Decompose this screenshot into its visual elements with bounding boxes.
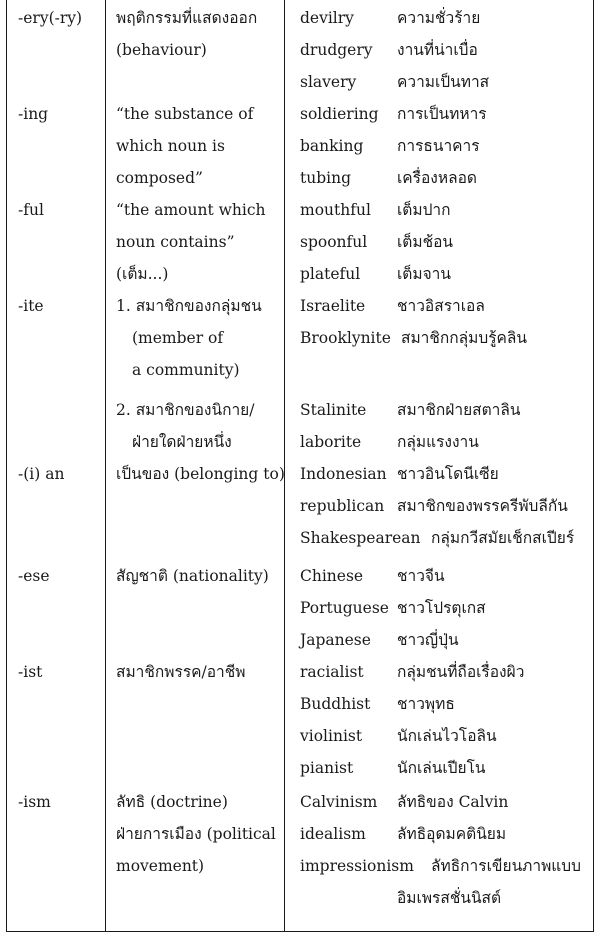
suffix-cell: -ist xyxy=(18,663,43,681)
suffix-cell: -ing xyxy=(18,105,49,123)
translation-cell: กลุ่มชนที่ถือเรื่องผิว ชาวพุทธ นักเล่นไวโอลิน นักเล่นเปียโน xyxy=(397,663,525,777)
translation-cell: ลัทธิของ Calvin ลัทธิอุดมคตินิยม ลัทธิการเขียนภาพแบบ อิมเพรสชั่นนิสต์ xyxy=(397,793,581,907)
example-word-cell: devilry drudgery slavery xyxy=(300,9,373,91)
example-word-cell: Indonesian republican Shakespearean xyxy=(300,465,421,547)
meaning-cell: เป็นของ (belonging to) xyxy=(116,465,285,483)
meaning-cell: 2. สมาชิกของนิกาย/ ฝ่ายใดฝ่ายหนึ่ง xyxy=(116,401,255,451)
suffix-cell: -ite xyxy=(18,297,44,315)
suffix-cell: -ery(-ry) xyxy=(18,9,83,27)
translation-cell: ชาวอินโดนีเซีย สมาชิกของพรรครีพับลีกัน กลุ่มกวีสมัยเช็กสเปียร์ xyxy=(397,465,575,547)
translation-cell: ความชั่วร้าย งานที่น่าเบื่อ ความเป็นทาส xyxy=(397,9,490,91)
meaning-cell: สมาชิกพรรค/อาชีพ xyxy=(116,663,246,681)
suffix-cell: -ism xyxy=(18,793,51,811)
translation-cell: ชาวอิสราเอล สมาชิกกลุ่มบรู้คลิน xyxy=(397,297,528,347)
meaning-cell: 1. สมาชิกของกลุ่มชน (member of a community) xyxy=(116,297,262,379)
suffix-cell: -ful xyxy=(18,201,44,219)
example-word-cell: mouthful spoonful plateful xyxy=(300,201,371,283)
example-word-cell: Chinese Portuguese Japanese xyxy=(300,567,389,649)
suffix-cell: -(i) an xyxy=(18,465,65,483)
translation-cell: การเป็นทหาร การธนาคาร เครื่องหลอด xyxy=(397,105,487,187)
translation-cell: เต็มปาก เต็มช้อน เต็มจาน xyxy=(397,201,454,283)
suffix-cell: -ese xyxy=(18,567,50,585)
example-word-cell: Israelite Brooklynite xyxy=(300,297,391,347)
translation-cell: สมาชิกฝ่ายสตาลิน กลุ่มแรงงาน xyxy=(397,401,521,451)
example-word-cell: racialist Buddhist violinist pianist xyxy=(300,663,371,777)
meaning-cell: “the amount which noun contains” (เต็ม...) xyxy=(116,201,266,283)
meaning-cell: ลัทธิ (doctrine) ฝ่ายการเมือง (political movement) xyxy=(116,793,276,875)
meaning-cell: พฤติกรรมที่แสดงออก (behaviour) xyxy=(116,9,258,59)
example-word-cell: Stalinite laborite xyxy=(300,401,367,451)
translation-cell: ชาวจีน ชาวโปรตุเกส ชาวญี่ปุ่น xyxy=(397,567,486,649)
example-word-cell: Calvinism idealism impressionism xyxy=(300,793,414,875)
meaning-cell: สัญชาติ (nationality) xyxy=(116,567,269,585)
example-word-cell: soldiering banking tubing xyxy=(300,105,379,187)
meaning-cell: “the substance of which noun is composed” xyxy=(116,105,254,187)
column-divider-1 xyxy=(105,0,106,932)
